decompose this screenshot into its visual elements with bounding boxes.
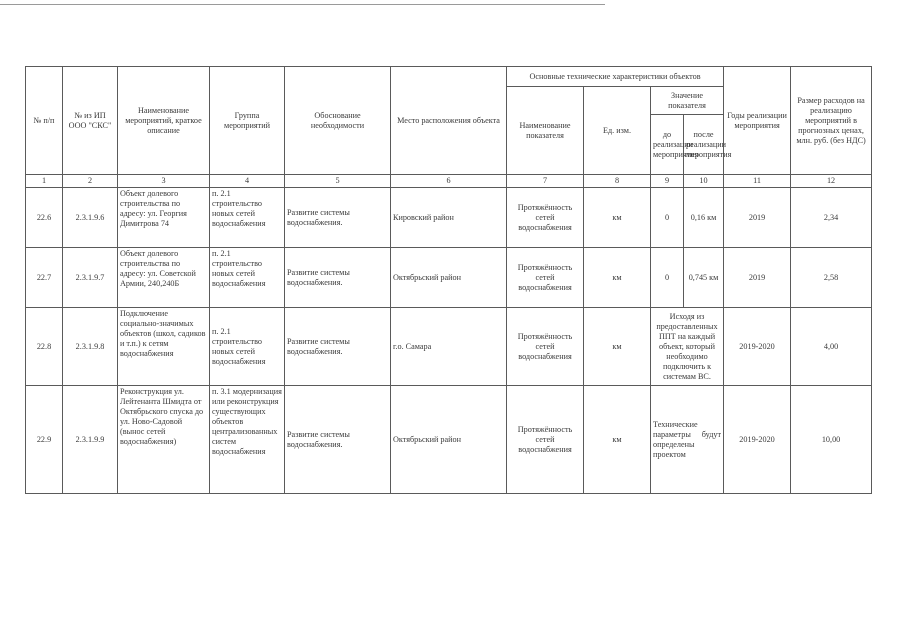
header-col-2: № из ИП ООО "СКС" (63, 67, 118, 175)
row-years: 2019 (724, 188, 791, 248)
column-number: 9 (651, 175, 684, 188)
row-indicator: Протяжённость сетей водоснабжения (507, 386, 584, 494)
row-place: Кировский район (391, 188, 507, 248)
row-value-note: Технические параметры будут определены проектом (651, 386, 724, 494)
header-col-6: Место расположения объекта (391, 67, 507, 175)
header-col-10: после реализации мероприятия (684, 115, 724, 175)
table-row (26, 188, 872, 248)
row-place: г.о. Самара (391, 308, 507, 386)
row-code: 2.3.1.9.6 (63, 188, 118, 248)
row-years: 2019 (724, 248, 791, 308)
row-number: 22.7 (26, 248, 63, 308)
header-col-3: Наименование мероприятий, краткое описание (118, 67, 210, 175)
row-number: 22.6 (26, 188, 63, 248)
row-place: Октябрьский район (391, 248, 507, 308)
row-group: п. 3.1 модернизация или реконструкция существующих объектов централизованных систем водоснабжения (210, 386, 285, 494)
row-number: 22.9 (26, 386, 63, 494)
row-unit: км (584, 386, 651, 494)
row-group: п. 2.1 строительство новых сетей водоснабжения (210, 188, 285, 248)
row-value-before: 0 (651, 248, 684, 308)
column-number: 6 (391, 175, 507, 188)
header-value-group: Значение показателя (651, 87, 724, 115)
row-reason: Развитие системы водоснабжения. (285, 248, 391, 308)
row-name: Реконструкция ул. Лейтенанта Шмидта от Октябрьского спуска до ул. Ново-Садовой (вынос сетей водоснабжения) (118, 386, 210, 494)
measures-table (25, 66, 872, 494)
row-number: 22.8 (26, 308, 63, 386)
row-unit: км (584, 188, 651, 248)
header-col-1: № п/п (26, 67, 63, 175)
row-cost: 2,34 (791, 188, 872, 248)
row-value-before: 0 (651, 188, 684, 248)
row-unit: км (584, 308, 651, 386)
row-code: 2.3.1.9.8 (63, 308, 118, 386)
column-number: 11 (724, 175, 791, 188)
header-col-5: Обоснование необходимости (285, 67, 391, 175)
header-col-12: Размер расходов на реализацию мероприятий в прогнозных ценах, млн. руб. (без НДС) (791, 67, 872, 175)
header-col-9: до реализации мероприятия (651, 115, 684, 175)
row-reason: Развитие системы водоснабжения. (285, 386, 391, 494)
column-number: 4 (210, 175, 285, 188)
column-number: 5 (285, 175, 391, 188)
header-col-7: Наименование показателя (507, 87, 584, 175)
column-number: 2 (63, 175, 118, 188)
column-number: 3 (118, 175, 210, 188)
row-group: п. 2.1 строительство новых сетей водоснабжения (210, 248, 285, 308)
column-number: 7 (507, 175, 584, 188)
row-value-note: Исходя из предоставленных ППТ на каждый объект, который необходимо подключить к системам ВС. (651, 308, 724, 386)
row-code: 2.3.1.9.7 (63, 248, 118, 308)
row-indicator: Протяжённость сетей водоснабжения (507, 248, 584, 308)
table-row (26, 248, 872, 308)
row-years: 2019-2020 (724, 386, 791, 494)
row-cost: 10,00 (791, 386, 872, 494)
row-indicator: Протяжённость сетей водоснабжения (507, 308, 584, 386)
header-col-4: Группа мероприятий (210, 67, 285, 175)
header-tech-group: Основные технические характеристики объектов (507, 67, 724, 87)
column-number-row (26, 175, 872, 188)
row-value-after: 0,16 км (684, 188, 724, 248)
column-number: 8 (584, 175, 651, 188)
top-rule (0, 4, 605, 5)
row-code: 2.3.1.9.9 (63, 386, 118, 494)
row-indicator: Протяжённость сетей водоснабжения (507, 188, 584, 248)
header-col-11: Годы реализации мероприятия (724, 67, 791, 175)
row-group: п. 2.1 строительство новых сетей водоснабжения (210, 308, 285, 386)
row-unit: км (584, 248, 651, 308)
row-cost: 4,00 (791, 308, 872, 386)
table-row (26, 386, 872, 494)
row-years: 2019-2020 (724, 308, 791, 386)
row-value-after: 0,745 км (684, 248, 724, 308)
column-number: 12 (791, 175, 872, 188)
table-row (26, 308, 872, 386)
row-reason: Развитие системы водоснабжения. (285, 308, 391, 386)
column-number: 10 (684, 175, 724, 188)
header-col-8: Ед. изм. (584, 87, 651, 175)
row-cost: 2,58 (791, 248, 872, 308)
row-name: Объект долевого строительства по адресу: ул. Советской Армии, 240,240Б (118, 248, 210, 308)
row-name: Объект долевого строительства по адресу: ул. Георгия Димитрова 74 (118, 188, 210, 248)
column-number: 1 (26, 175, 63, 188)
row-reason: Развитие системы водоснабжения. (285, 188, 391, 248)
row-name: Подключение социально-значимых объектов (школ, садиков и т.п.) к сетям водоснабжения (118, 308, 210, 386)
row-place: Октябрьский район (391, 386, 507, 494)
